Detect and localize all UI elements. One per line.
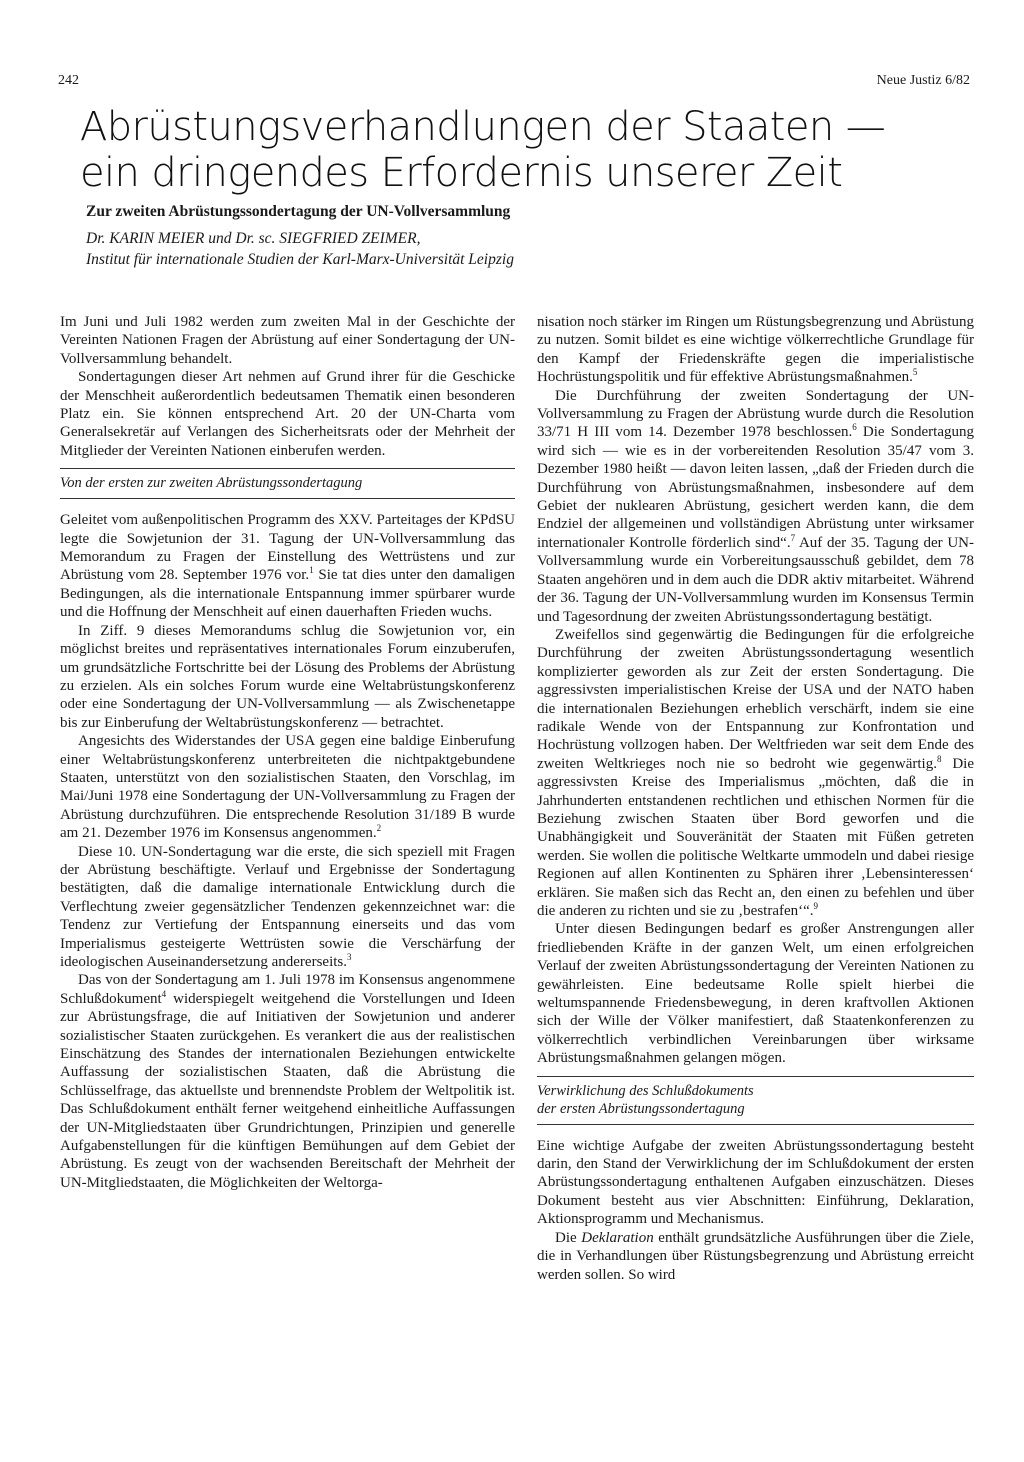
section-heading-line: Verwirklichung des Schlußdokuments [537,1082,754,1099]
footnote-ref: 5 [912,367,918,378]
paragraph-text: Geleitet vom außenpolitischen Programm des XXV. Parteitages der KPdSU legte die Sowjetunion der 31. Tagung der UN-Vollversammlung das Memorandum zu Fragen der Einstellung des Wettrüstens und zur Abrüstung vom 28. September 1976 vor. [60,512,515,584]
paragraph [60,511,515,621]
author-affiliation: Institut für internationale Studien der Karl-Marx-Universität Leipzig [86,251,514,268]
article-subtitle: Zur zweiten Abrüstungssondertagung der UN-Vollversammlung [86,203,511,220]
paragraph-text: Auf der 35. Tagung der UN-Vollversammlung wurde ein Vorbereitungsausschuß gebildet, dem 78 Staaten angehören und in dem auch die DDR aktiv mitarbeitet. Während der 36. Tagung der UN-Vollversammlung wurden im Konsensus Termin und Tagesordnung der zweiten Abrüstungssondertagung bestätigt. [537,534,974,625]
paragraph-text: Die aggressivsten Kreise des Imperialismus „möchten, daß die in Jahrhunderten entstandenen rechtlichen und ethischen Normen für die Beziehung zwischen Staaten über Bord geworfen und die Unabhängigkeit und Souveränität der Staaten mit Füßen getreten werden. Sie wollen die politische Weltkarte ummodeln und dabei riesige Regionen auf allen Kontinenten zu Sphären ihrer ‚Lebensinteressen‘ erklären. Sie maßen sich das Recht an, den einen zu befehlen und über die anderen zu richten und sie zu ‚bestrafen‘“. [537,755,974,919]
paragraph [60,843,515,972]
right-column [537,313,974,1284]
paragraph-text: widerspiegelt weitgehend die Vorstellungen und Ideen zur Abrüstungsfrage, die auf Initiativen der Sowjetunion und anderer sozialistischer Staaten zurückgehen. Es verankert die aus der realistischen Einschätzung des Standes der internationalen Beziehungen entwickelte Auffassung der sozialistischen Staaten, daß die Abrüstung die Schlüsselfrage, das aktuellste und brennendste Problem der Weltpolitik ist. Das Schlußdokument enthält ferner weitgehend einheitliche Auffassungen der UN-Mitgliedstaaten über Grundrichtungen, Prinzipien und generelle Aufgabenstellungen für die künftigen Bemühungen auf dem Gebiet der Abrüstung. Es zeugt von der wachsenden Bereitschaft der Mehrheit der UN-Mitgliedstaaten, die Möglichkeiten der Weltorga- [60,990,515,1191]
page-number: 242 [58,73,79,88]
paragraph-text: Sie tat dies unter den damaligen Bedingungen, als die internationale Entspannung immer spürbarer wurde und die Hoffnung der Menschheit auf einen dauerhaften Frieden wuchs. [60,567,515,621]
footnote-ref: 1 [309,565,314,576]
paragraph [537,1229,974,1284]
paragraph: Unter diesen Bedingungen bedarf es großer Anstrengungen aller friedliebenden Kräfte in der ganzen Welt, um einen erfolgreichen Verlauf der zweiten Abrüstungssondertagung der Vereinten Nationen zu gewährleisten. Eine bedeutsame Rolle spielt hierbei die weltumspannende Friedensbewegung, in deren kraftvollen Aktionen sich der Wille der Völker manifestiert, daß Staatenkonferenzen zu völkerrechtlich verbindlichen Vereinbarungen über wirksame Abrüstungsmaßnahmen gelangen mögen. [537,921,974,1067]
paragraph-text: Angesichts des Widerstandes der USA gegen eine baldige Einberufung einer Weltabrüstungskonferenz unterbreiteten die nichtpaktgebundene Staaten, unterstützt von den sozialistischen Staaten, den Vorschlag, im Mai/Juni 1978 eine Sondertagung der UN-Vollversammlung zu Fragen der Abrüstung durchzuführen. Die entsprechende Resolution 31/189 B wurde am 21. Dezember 1976 im Konsensus angenommen. [60,733,515,842]
paragraph-text: Zweifellos sind gegenwärtig die Bedingungen für die erfolgreiche Durchführung der zweiten Abrüstungssondertagung wesentlich komplizierter geworden als zur Zeit der ersten Sondertagung. Die aggressivsten imperialistischen Kreise der USA und der NATO haben die internationalen Beziehungen erheblich verschärft, indem sie eine radikale Wende von der Entspannung zur Konfrontation und Hochrüstung vollzogen haben. Der Weltfrieden war seit dem Ende des zweiten Weltkrieges noch nie so bedroht wie gegenwärtig. [537,626,974,772]
title-line-1: Abrüstungsverhandlungen der Staaten — [80,104,886,150]
paragraph-text: Diese 10. UN-Sondertagung war die erste, die sich speziell mit Fragen der Abrüstung beschäftigte. Verlauf und Ergebnisse der Sondertagung bestätigten, daß die damalige internationale Entwicklung durch die Verflechtung zweier gegensätzlicher Tendenzen gekennzeichnet war: die Tendenz zur Vertiefung der Entspannung einerseits und das vom Imperialismus gesteigerte Wettrüsten sowie die Verschärfung der ideologischen Auseinandersetzung andererseits. [60,843,515,970]
author-block [86,228,966,270]
paragraph [537,387,974,626]
paragraph-text: enthält grundsätzliche Ausführungen über die Ziele, die in Verhandlungen über Rüstungsbegrenzung und Abrüstung erreicht werden sollen. So wird [537,1229,974,1283]
article-title [80,104,980,196]
paragraph [60,971,515,1192]
title-line-2: ein dringendes Erfordernis unserer Zeit [80,150,843,196]
paragraph-text: Die Sondertagung wird sich — wie es in der vorbereitenden Resolution 35/47 vom 3. Dezember 1980 heißt — davon leiten lassen, „daß der Frieden durch die Durchführung von Abrüstungsmaßnahmen, insbesondere auf dem Gebiet der nuklearen Abrüstung, gesichert werden kann, die dem Endziel der allgemeinen und vollständigen Abrüstung unter wirksamer internationaler Kontrolle förderlich sind“. [537,424,974,551]
footnote-ref: 7 [790,532,796,543]
footnote-ref: 2 [376,823,382,834]
section-heading [537,1076,974,1125]
journal-issue: Neue Justiz 6/82 [876,73,970,88]
section-heading-line: der ersten Abrüstungssondertagung [537,1100,745,1117]
footnote-ref: 6 [852,422,857,433]
paragraph-text: Die Durchführung der zweiten Sondertagung der UN-Vollversammlung zu Fragen der Abrüstung wurde durch die Resolution 33/71 H III vom 14. Dezember 1978 beschlossen. [537,387,974,441]
left-column [60,313,515,1192]
footnote-ref: 8 [936,753,942,764]
footnote-ref: 3 [347,952,352,962]
paragraph-text: nisation noch stärker im Ringen um Rüstungsbegrenzung und Abrüstung zu nutzen. Somit bildet es eine wichtige völkerrechtliche Grundlage für den Kampf der Friedenskräfte gegen die imperialistische Hochrüstungspolitik und für effektive Abrüstungsmaßnahmen. [537,314,974,386]
author-names: Dr. KARIN MEIER und Dr. sc. SIEGFRIED ZEIMER, [86,230,421,247]
paragraph: Eine wichtige Aufgabe der zweiten Abrüstungssondertagung besteht darin, den Stand der Verwirklichung der im Schlußdokument der ersten Abrüstungssondertagung enthaltenen Aufgaben einzuschätzen. Dieses Dokument besteht aus vier Abschnitten: Einführung, Deklaration, Aktionsprogramm und Mechanismus. [537,1137,974,1228]
footnote-ref: 9 [813,901,819,911]
paragraph: In Ziff. 9 dieses Memorandums schlug die Sowjetunion vor, ein möglichst breites und repräsentatives internationales Forum einzuberufen, um grundsätzliche Fortschritte bei der Lösung des Problems der Abrüstung zu erzielen. Als ein solches Forum wurde eine Weltabrüstungskonferenz oder eine Sondertagung der UN-Vollversammlung — als Zwischenetappe bis zur Einberufung der Weltabrüstungskonferenz — betrachtet. [60,622,515,731]
paragraph [537,626,974,921]
section-heading: Von der ersten zur zweiten Abrüstungssondertagung [60,468,515,499]
emphasized-term: Deklaration [581,1229,654,1246]
paragraph: Sondertagungen dieser Art nehmen auf Grund ihrer für die Geschicke der Menschheit außerordentlich bedeutsamen Thematik einen besonderen Platz ein. Sie können entsprechend Art. 20 der UN-Charta vom Generalsekretär auf Verlangen des Sicherheitsrats oder der Mehrheit der Mitglieder der Vereinten Nationen einberufen werden. [60,369,515,459]
paragraph [60,732,515,842]
paragraph: Im Juni und Juli 1982 werden zum zweiten Mal in der Geschichte der Vereinten Nationen Fragen der Abrüstung auf einer Sondertagung der UN-Vollversammlung behandelt. [60,314,515,367]
paragraph [537,313,974,387]
paragraph-text: Das von der Sondertagung am 1. Juli 1978 im Konsensus angenommene Schlußdokument [60,972,515,1007]
footnote-ref: 4 [161,988,167,999]
paragraph-text: Die [555,1229,582,1246]
